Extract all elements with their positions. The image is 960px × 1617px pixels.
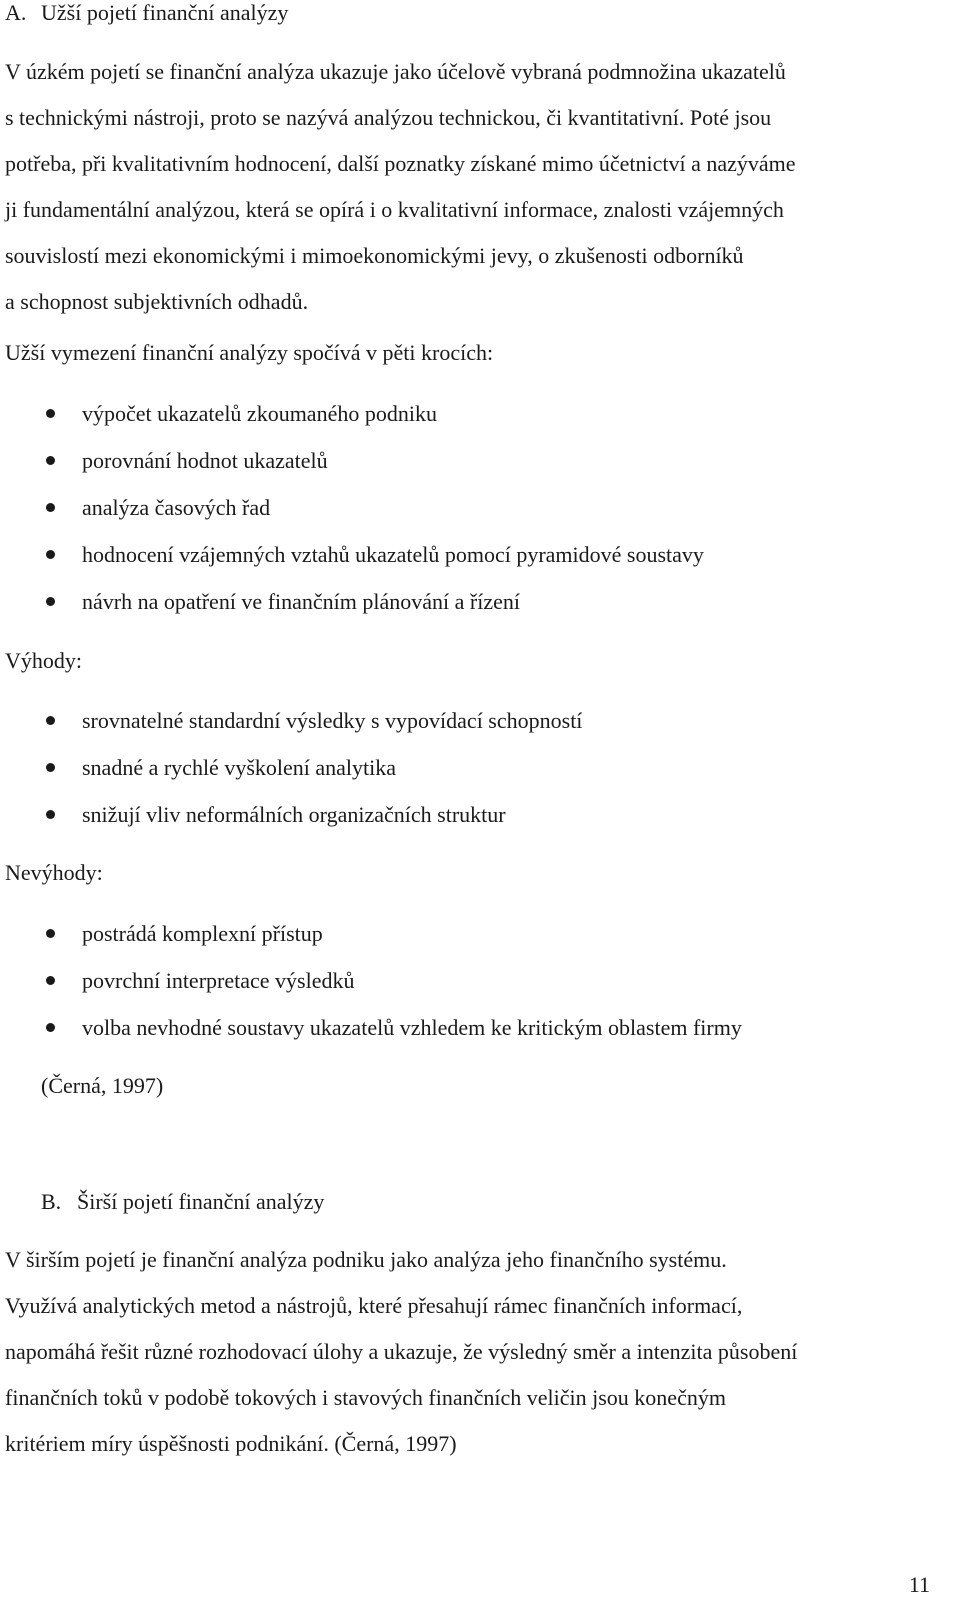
section-a-paragraph	[5, 49, 933, 325]
section-b-heading	[41, 1189, 324, 1215]
paragraph-line: souvislostí mezi ekonomickými i mimoekonomickými jevy, o zkušenosti odborníků	[5, 243, 744, 268]
bullet-icon	[46, 976, 55, 985]
section-b-paragraph	[5, 1237, 933, 1467]
bullet-icon	[46, 1023, 55, 1032]
list-item-text: volba nevhodné soustavy ukazatelů vzhledem ke kritickým oblastem firmy	[82, 1015, 742, 1040]
steps-intro: Užší vymezení finanční analýzy spočívá v pěti krocích:	[5, 340, 494, 365]
bullet-icon	[46, 716, 55, 725]
paragraph-line: V širším pojetí je finanční analýza podniku jako analýza jeho finančního systému.	[5, 1247, 727, 1272]
citation: (Černá, 1997)	[41, 1073, 164, 1098]
advantages-list	[5, 697, 582, 838]
section-a-title: Užší pojetí finanční analýzy	[41, 0, 289, 25]
paragraph-line: V úzkém pojetí se finanční analýza ukazuje jako účelově vybraná podmnožina ukazatelů	[5, 59, 786, 84]
list-item	[5, 390, 704, 437]
list-item	[5, 1004, 742, 1051]
page-number: 11	[908, 1572, 930, 1597]
list-item	[5, 910, 742, 957]
list-item-text: porovnání hodnot ukazatelů	[82, 448, 328, 473]
paragraph-line: kritériem míry úspěšnosti podnikání. (Černá, 1997)	[5, 1431, 457, 1456]
paragraph-line: potřeba, při kvalitativním hodnocení, další poznatky získané mimo účetnictví a nazýváme	[5, 151, 796, 176]
list-item-text: návrh na opatření ve finančním plánování a řízení	[82, 589, 520, 614]
paragraph-line: s technickými nástroji, proto se nazývá analýzou technickou, či kvantitativní. Poté jsou	[5, 105, 772, 130]
paragraph-line: Využívá analytických metod a nástrojů, které přesahují rámec finančních informací,	[5, 1293, 743, 1318]
paragraph-line: ji fundamentální analýzou, která se opírá i o kvalitativní informace, znalosti vzájemných	[5, 197, 784, 222]
disadvantages-list	[5, 910, 742, 1051]
list-item	[5, 437, 704, 484]
list-item	[5, 697, 582, 744]
disadvantages-label: Nevýhody:	[5, 860, 103, 885]
bullet-icon	[46, 763, 55, 772]
list-item	[5, 531, 704, 578]
list-item	[5, 484, 704, 531]
list-item-text: snižují vliv neformálních organizačních struktur	[82, 802, 506, 827]
bullet-icon	[46, 409, 55, 418]
section-a-heading	[5, 0, 288, 26]
list-item-text: výpočet ukazatelů zkoumaného podniku	[82, 401, 437, 426]
advantages-label: Výhody:	[5, 648, 82, 673]
list-item	[5, 791, 582, 838]
bullet-icon	[46, 550, 55, 559]
list-item-text: povrchní interpretace výsledků	[82, 968, 355, 993]
bullet-icon	[46, 597, 55, 606]
section-a-letter: A.	[5, 0, 27, 25]
bullet-icon	[46, 456, 55, 465]
steps-list	[5, 390, 704, 625]
bullet-icon	[46, 503, 55, 512]
list-item	[5, 957, 742, 1004]
list-item-text: analýza časových řad	[82, 495, 271, 520]
list-item-text: snadné a rychlé vyškolení analytika	[82, 755, 397, 780]
paragraph-line: finančních toků v podobě tokových i stavových finančních veličin jsou konečným	[5, 1385, 726, 1410]
list-item-text: hodnocení vzájemných vztahů ukazatelů pomocí pyramidové soustavy	[82, 542, 704, 567]
paragraph-line: a schopnost subjektivních odhadů.	[5, 289, 309, 314]
list-item	[5, 744, 582, 791]
paragraph-line: napomáhá řešit různé rozhodovací úlohy a ukazuje, že výsledný směr a intenzita působení	[5, 1339, 798, 1364]
list-item	[5, 578, 704, 625]
bullet-icon	[46, 929, 55, 938]
section-b-letter: B.	[41, 1189, 62, 1214]
section-b-title: Širší pojetí finanční analýzy	[77, 1189, 325, 1214]
list-item-text: postrádá komplexní přístup	[82, 921, 323, 946]
bullet-icon	[46, 810, 55, 819]
list-item-text: srovnatelné standardní výsledky s vypovídací schopností	[82, 708, 583, 733]
